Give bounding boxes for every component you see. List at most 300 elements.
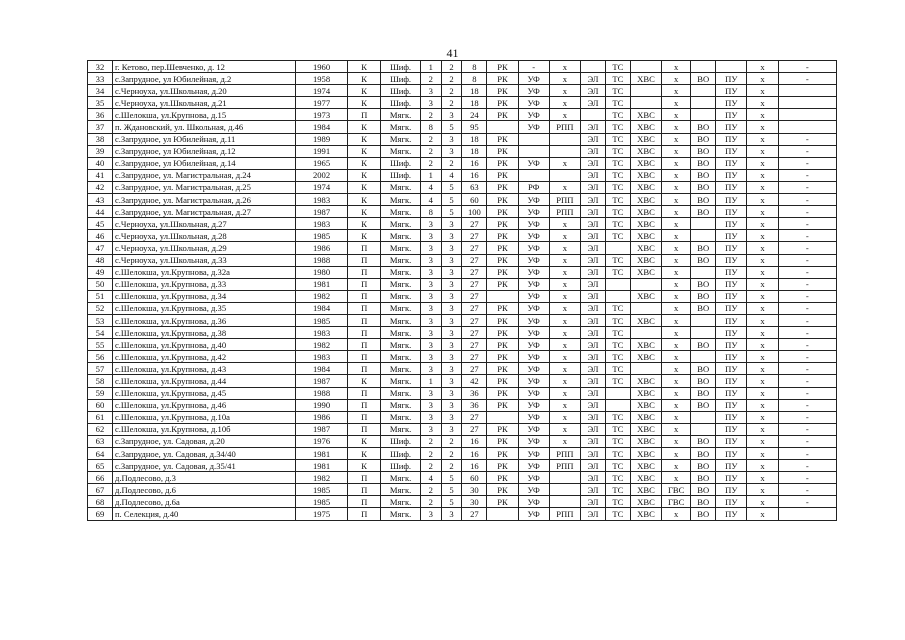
cell-entrances: 3	[441, 399, 462, 411]
cell-floors: 3	[420, 351, 441, 363]
cell-wall: К	[348, 97, 381, 109]
cell-roof: Мягк.	[381, 484, 421, 496]
cell-c6: ХВС	[630, 206, 661, 218]
cell-entrances: 3	[441, 230, 462, 242]
cell-c11: -	[778, 254, 836, 266]
cell-c3	[549, 484, 580, 496]
cell-c2: УФ	[518, 508, 549, 520]
cell-c6: ХВС	[630, 411, 661, 423]
cell-c9: ПУ	[716, 181, 747, 193]
cell-c5	[605, 290, 630, 302]
cell-c6: ХВС	[630, 375, 661, 387]
cell-c7: х	[662, 218, 691, 230]
cell-num: 34	[88, 85, 113, 97]
cell-c3: х	[549, 423, 580, 435]
cell-c11: -	[778, 290, 836, 302]
cell-c6: ХВС	[630, 387, 661, 399]
cell-flats: 27	[462, 302, 487, 314]
cell-c2: УФ	[518, 230, 549, 242]
cell-c9: ПУ	[716, 133, 747, 145]
table-row	[88, 206, 837, 218]
cell-c7: х	[662, 435, 691, 447]
cell-c1: РК	[487, 472, 518, 484]
cell-c5: ТС	[605, 508, 630, 520]
cell-year: 1985	[296, 314, 348, 326]
cell-entrances: 2	[441, 460, 462, 472]
cell-c3: х	[549, 314, 580, 326]
cell-c7: х	[662, 351, 691, 363]
cell-c1: РК	[487, 109, 518, 121]
cell-address: с.Шелокша, ул.Крупнова, д.43	[112, 363, 295, 375]
cell-c6	[630, 97, 661, 109]
table-row	[88, 97, 837, 109]
cell-c5: ТС	[605, 448, 630, 460]
cell-wall: К	[348, 133, 381, 145]
cell-address: с.Шелокша, ул.Крупнова, д.40	[112, 339, 295, 351]
cell-c5	[605, 399, 630, 411]
cell-c4: ЭЛ	[580, 327, 605, 339]
cell-address: с.Шелокша, ул.Крупнова, д.44	[112, 375, 295, 387]
cell-flats: 16	[462, 169, 487, 181]
cell-c1: РК	[487, 278, 518, 290]
cell-c6: ХВС	[630, 339, 661, 351]
cell-c7: х	[662, 327, 691, 339]
cell-c8: ВО	[691, 399, 716, 411]
cell-flats: 95	[462, 121, 487, 133]
cell-c11	[778, 508, 836, 520]
table-row	[88, 73, 837, 85]
cell-c3	[549, 145, 580, 157]
cell-floors: 2	[420, 157, 441, 169]
cell-year: 1973	[296, 109, 348, 121]
cell-flats: 27	[462, 278, 487, 290]
cell-num: 49	[88, 266, 113, 278]
cell-c10: х	[747, 169, 778, 181]
cell-c6: ХВС	[630, 218, 661, 230]
cell-entrances: 3	[441, 145, 462, 157]
cell-c2: УФ	[518, 121, 549, 133]
cell-c5: ТС	[605, 206, 630, 218]
cell-c1	[487, 508, 518, 520]
cell-c7: х	[662, 157, 691, 169]
cell-c7: х	[662, 460, 691, 472]
table-row	[88, 254, 837, 266]
cell-num: 62	[88, 423, 113, 435]
table-row	[88, 363, 837, 375]
cell-c9: ПУ	[716, 314, 747, 326]
cell-num: 52	[88, 302, 113, 314]
cell-flats: 60	[462, 472, 487, 484]
cell-entrances: 3	[441, 363, 462, 375]
table-row	[88, 302, 837, 314]
cell-c5	[605, 278, 630, 290]
cell-c5: ТС	[605, 97, 630, 109]
cell-c2: УФ	[518, 472, 549, 484]
table-row	[88, 218, 837, 230]
cell-c6: ХВС	[630, 109, 661, 121]
table-row	[88, 351, 837, 363]
cell-c9: ПУ	[716, 254, 747, 266]
page-number: 41	[446, 46, 459, 60]
cell-c2: УФ	[518, 302, 549, 314]
cell-c11	[778, 85, 836, 97]
cell-c7: х	[662, 399, 691, 411]
cell-flats: 36	[462, 387, 487, 399]
cell-floors: 1	[420, 169, 441, 181]
cell-c11: -	[778, 266, 836, 278]
cell-entrances: 3	[441, 109, 462, 121]
cell-roof: Мягк.	[381, 254, 421, 266]
table-row	[88, 314, 837, 326]
cell-c7: х	[662, 472, 691, 484]
cell-c9: ПУ	[716, 85, 747, 97]
cell-num: 32	[88, 61, 113, 73]
cell-c8: ВО	[691, 302, 716, 314]
cell-flats: 42	[462, 375, 487, 387]
cell-c9: ПУ	[716, 508, 747, 520]
cell-c11: -	[778, 61, 836, 73]
table-row	[88, 85, 837, 97]
cell-c10: х	[747, 73, 778, 85]
cell-c3: х	[549, 254, 580, 266]
cell-roof: Мягк.	[381, 242, 421, 254]
cell-c1: РК	[487, 448, 518, 460]
table-row	[88, 230, 837, 242]
cell-c5: ТС	[605, 194, 630, 206]
table-row	[88, 411, 837, 423]
cell-wall: П	[348, 339, 381, 351]
cell-c6: ХВС	[630, 460, 661, 472]
cell-num: 69	[88, 508, 113, 520]
cell-c3	[549, 133, 580, 145]
cell-entrances: 2	[441, 435, 462, 447]
cell-c10: х	[747, 254, 778, 266]
cell-num: 44	[88, 206, 113, 218]
cell-c6	[630, 327, 661, 339]
cell-c8: ВО	[691, 121, 716, 133]
cell-c6: ХВС	[630, 435, 661, 447]
cell-c4: ЭЛ	[580, 242, 605, 254]
cell-c9: ПУ	[716, 423, 747, 435]
cell-c10: х	[747, 484, 778, 496]
cell-floors: 2	[420, 145, 441, 157]
cell-c6	[630, 302, 661, 314]
cell-c2: УФ	[518, 387, 549, 399]
cell-roof: Шиф.	[381, 61, 421, 73]
cell-c1: РК	[487, 484, 518, 496]
cell-c5: ТС	[605, 435, 630, 447]
cell-num: 66	[88, 472, 113, 484]
cell-c5: ТС	[605, 496, 630, 508]
cell-flats: 18	[462, 97, 487, 109]
cell-c7: ГВС	[662, 496, 691, 508]
cell-entrances: 5	[441, 484, 462, 496]
cell-c1: РК	[487, 327, 518, 339]
cell-c4: ЭЛ	[580, 266, 605, 278]
cell-wall: К	[348, 73, 381, 85]
cell-roof: Шиф.	[381, 157, 421, 169]
cell-c3: РПП	[549, 194, 580, 206]
cell-c4: ЭЛ	[580, 169, 605, 181]
cell-c11: -	[778, 157, 836, 169]
cell-c8: ВО	[691, 169, 716, 181]
cell-c4: ЭЛ	[580, 484, 605, 496]
cell-c8: ВО	[691, 496, 716, 508]
cell-c7: х	[662, 508, 691, 520]
cell-c11: -	[778, 230, 836, 242]
cell-c3: х	[549, 375, 580, 387]
cell-c1: РК	[487, 496, 518, 508]
cell-c1: РК	[487, 97, 518, 109]
cell-c11	[778, 109, 836, 121]
cell-flats: 18	[462, 145, 487, 157]
cell-c1	[487, 290, 518, 302]
cell-flats: 27	[462, 218, 487, 230]
cell-flats: 100	[462, 206, 487, 218]
cell-num: 57	[88, 363, 113, 375]
cell-c7: х	[662, 242, 691, 254]
cell-address: с.Запрудное, ул. Магистральная, д.25	[112, 181, 295, 193]
cell-c8	[691, 423, 716, 435]
cell-c10: х	[747, 399, 778, 411]
cell-address: п. Ждановский, ул. Школьная, д.46	[112, 121, 295, 133]
cell-c9: ПУ	[716, 230, 747, 242]
cell-num: 65	[88, 460, 113, 472]
cell-c11: -	[778, 73, 836, 85]
cell-c7: х	[662, 278, 691, 290]
cell-c7: х	[662, 145, 691, 157]
table-row	[88, 435, 837, 447]
cell-entrances: 5	[441, 206, 462, 218]
cell-year: 1976	[296, 435, 348, 447]
cell-c8: ВО	[691, 375, 716, 387]
cell-c8: ВО	[691, 278, 716, 290]
cell-c3: х	[549, 218, 580, 230]
cell-c8: ВО	[691, 290, 716, 302]
cell-entrances: 3	[441, 266, 462, 278]
cell-flats: 27	[462, 351, 487, 363]
table-row	[88, 472, 837, 484]
cell-entrances: 5	[441, 194, 462, 206]
cell-year: 1987	[296, 423, 348, 435]
cell-c9: ПУ	[716, 242, 747, 254]
cell-c3: х	[549, 230, 580, 242]
cell-c10: х	[747, 61, 778, 73]
cell-c10: х	[747, 290, 778, 302]
cell-c4: ЭЛ	[580, 133, 605, 145]
cell-roof: Шиф.	[381, 448, 421, 460]
cell-floors: 3	[420, 254, 441, 266]
cell-c5: ТС	[605, 472, 630, 484]
cell-c2: РФ	[518, 181, 549, 193]
cell-c3: х	[549, 435, 580, 447]
cell-c10: х	[747, 97, 778, 109]
cell-c3: х	[549, 363, 580, 375]
cell-wall: К	[348, 218, 381, 230]
cell-wall: П	[348, 387, 381, 399]
table-row	[88, 133, 837, 145]
cell-address: с.Черноуха, ул.Школьная, д.21	[112, 97, 295, 109]
cell-c6: ХВС	[630, 157, 661, 169]
cell-flats: 36	[462, 399, 487, 411]
table-row	[88, 157, 837, 169]
cell-num: 56	[88, 351, 113, 363]
cell-floors: 8	[420, 121, 441, 133]
cell-c9: ПУ	[716, 121, 747, 133]
cell-c9: ПУ	[716, 484, 747, 496]
cell-c5: ТС	[605, 121, 630, 133]
cell-num: 33	[88, 73, 113, 85]
cell-c3: х	[549, 302, 580, 314]
cell-address: с.Шелокша, ул.Крупнова, д.36	[112, 314, 295, 326]
cell-c11	[778, 97, 836, 109]
cell-c4: ЭЛ	[580, 387, 605, 399]
cell-c8	[691, 314, 716, 326]
cell-c10: х	[747, 411, 778, 423]
cell-entrances: 3	[441, 218, 462, 230]
table-row	[88, 387, 837, 399]
cell-entrances: 3	[441, 387, 462, 399]
cell-wall: К	[348, 460, 381, 472]
cell-c7: х	[662, 169, 691, 181]
cell-year: 1984	[296, 302, 348, 314]
cell-address: д.Подлесово, д.6а	[112, 496, 295, 508]
cell-year: 1987	[296, 206, 348, 218]
cell-floors: 3	[420, 290, 441, 302]
cell-year: 1989	[296, 133, 348, 145]
cell-c11: -	[778, 387, 836, 399]
cell-num: 64	[88, 448, 113, 460]
cell-c10: х	[747, 109, 778, 121]
cell-roof: Мягк.	[381, 206, 421, 218]
cell-address: п. Селекция, д.40	[112, 508, 295, 520]
cell-wall: К	[348, 157, 381, 169]
cell-address: с.Запрудное, ул Юбилейная, д.14	[112, 157, 295, 169]
cell-c9: ПУ	[716, 109, 747, 121]
cell-c5: ТС	[605, 363, 630, 375]
cell-c10: х	[747, 363, 778, 375]
cell-year: 1960	[296, 61, 348, 73]
cell-c1: РК	[487, 194, 518, 206]
cell-c7: х	[662, 97, 691, 109]
cell-roof: Мягк.	[381, 411, 421, 423]
cell-floors: 3	[420, 230, 441, 242]
cell-num: 42	[88, 181, 113, 193]
cell-c11: -	[778, 133, 836, 145]
cell-address: с.Шелокша, ул.Крупнова, д.38	[112, 327, 295, 339]
cell-c8	[691, 109, 716, 121]
cell-year: 1986	[296, 411, 348, 423]
cell-year: 1988	[296, 387, 348, 399]
cell-c8: ВО	[691, 472, 716, 484]
cell-num: 41	[88, 169, 113, 181]
cell-entrances: 3	[441, 278, 462, 290]
cell-year: 1974	[296, 181, 348, 193]
cell-roof: Мягк.	[381, 218, 421, 230]
cell-c5: ТС	[605, 169, 630, 181]
cell-c3: х	[549, 327, 580, 339]
cell-c2: УФ	[518, 496, 549, 508]
cell-c7: х	[662, 230, 691, 242]
cell-c3	[549, 496, 580, 508]
cell-floors: 3	[420, 266, 441, 278]
cell-c2: УФ	[518, 109, 549, 121]
cell-c1: РК	[487, 145, 518, 157]
cell-year: 1982	[296, 472, 348, 484]
cell-c1: РК	[487, 181, 518, 193]
cell-address: с.Запрудное, ул. Садовая, д.35/41	[112, 460, 295, 472]
cell-c1: РК	[487, 230, 518, 242]
cell-c6: ХВС	[630, 484, 661, 496]
cell-c9: ПУ	[716, 97, 747, 109]
cell-roof: Шиф.	[381, 169, 421, 181]
cell-c2: УФ	[518, 327, 549, 339]
cell-c6: ХВС	[630, 423, 661, 435]
cell-c2	[518, 145, 549, 157]
cell-wall: П	[348, 109, 381, 121]
cell-flats: 16	[462, 448, 487, 460]
cell-c10: х	[747, 230, 778, 242]
cell-flats: 8	[462, 61, 487, 73]
cell-entrances: 2	[441, 73, 462, 85]
cell-c10: х	[747, 460, 778, 472]
cell-c3: РПП	[549, 448, 580, 460]
cell-c11: -	[778, 363, 836, 375]
cell-floors: 4	[420, 194, 441, 206]
cell-address: с.Запрудное, ул. Магистральная, д.24	[112, 169, 295, 181]
cell-entrances: 3	[441, 327, 462, 339]
cell-num: 43	[88, 194, 113, 206]
cell-c4: ЭЛ	[580, 230, 605, 242]
cell-entrances: 3	[441, 242, 462, 254]
cell-c2: УФ	[518, 423, 549, 435]
cell-c2	[518, 133, 549, 145]
cell-c4: ЭЛ	[580, 302, 605, 314]
cell-c4: ЭЛ	[580, 73, 605, 85]
cell-floors: 2	[420, 496, 441, 508]
cell-address: с.Запрудное, ул Юбилейная, д.2	[112, 73, 295, 85]
cell-c3: х	[549, 278, 580, 290]
cell-c6	[630, 61, 661, 73]
cell-address: с.Шелокша, ул.Крупнова, д.45	[112, 387, 295, 399]
cell-c11	[778, 121, 836, 133]
cell-c3: РПП	[549, 508, 580, 520]
cell-c3: х	[549, 290, 580, 302]
cell-c11: -	[778, 435, 836, 447]
cell-c3: х	[549, 85, 580, 97]
cell-roof: Шиф.	[381, 85, 421, 97]
cell-roof: Шиф.	[381, 435, 421, 447]
cell-c7: х	[662, 314, 691, 326]
cell-entrances: 4	[441, 169, 462, 181]
cell-c5	[605, 387, 630, 399]
cell-floors: 3	[420, 327, 441, 339]
cell-wall: П	[348, 242, 381, 254]
cell-c7: х	[662, 206, 691, 218]
cell-wall: П	[348, 327, 381, 339]
cell-floors: 8	[420, 206, 441, 218]
cell-year: 1983	[296, 218, 348, 230]
cell-c1: РК	[487, 363, 518, 375]
cell-c2: УФ	[518, 73, 549, 85]
table-row	[88, 327, 837, 339]
cell-c10: х	[747, 339, 778, 351]
cell-c5: ТС	[605, 375, 630, 387]
cell-c6: ХВС	[630, 121, 661, 133]
housing-registry-table	[87, 60, 837, 521]
cell-c9: ПУ	[716, 327, 747, 339]
cell-c5: ТС	[605, 314, 630, 326]
